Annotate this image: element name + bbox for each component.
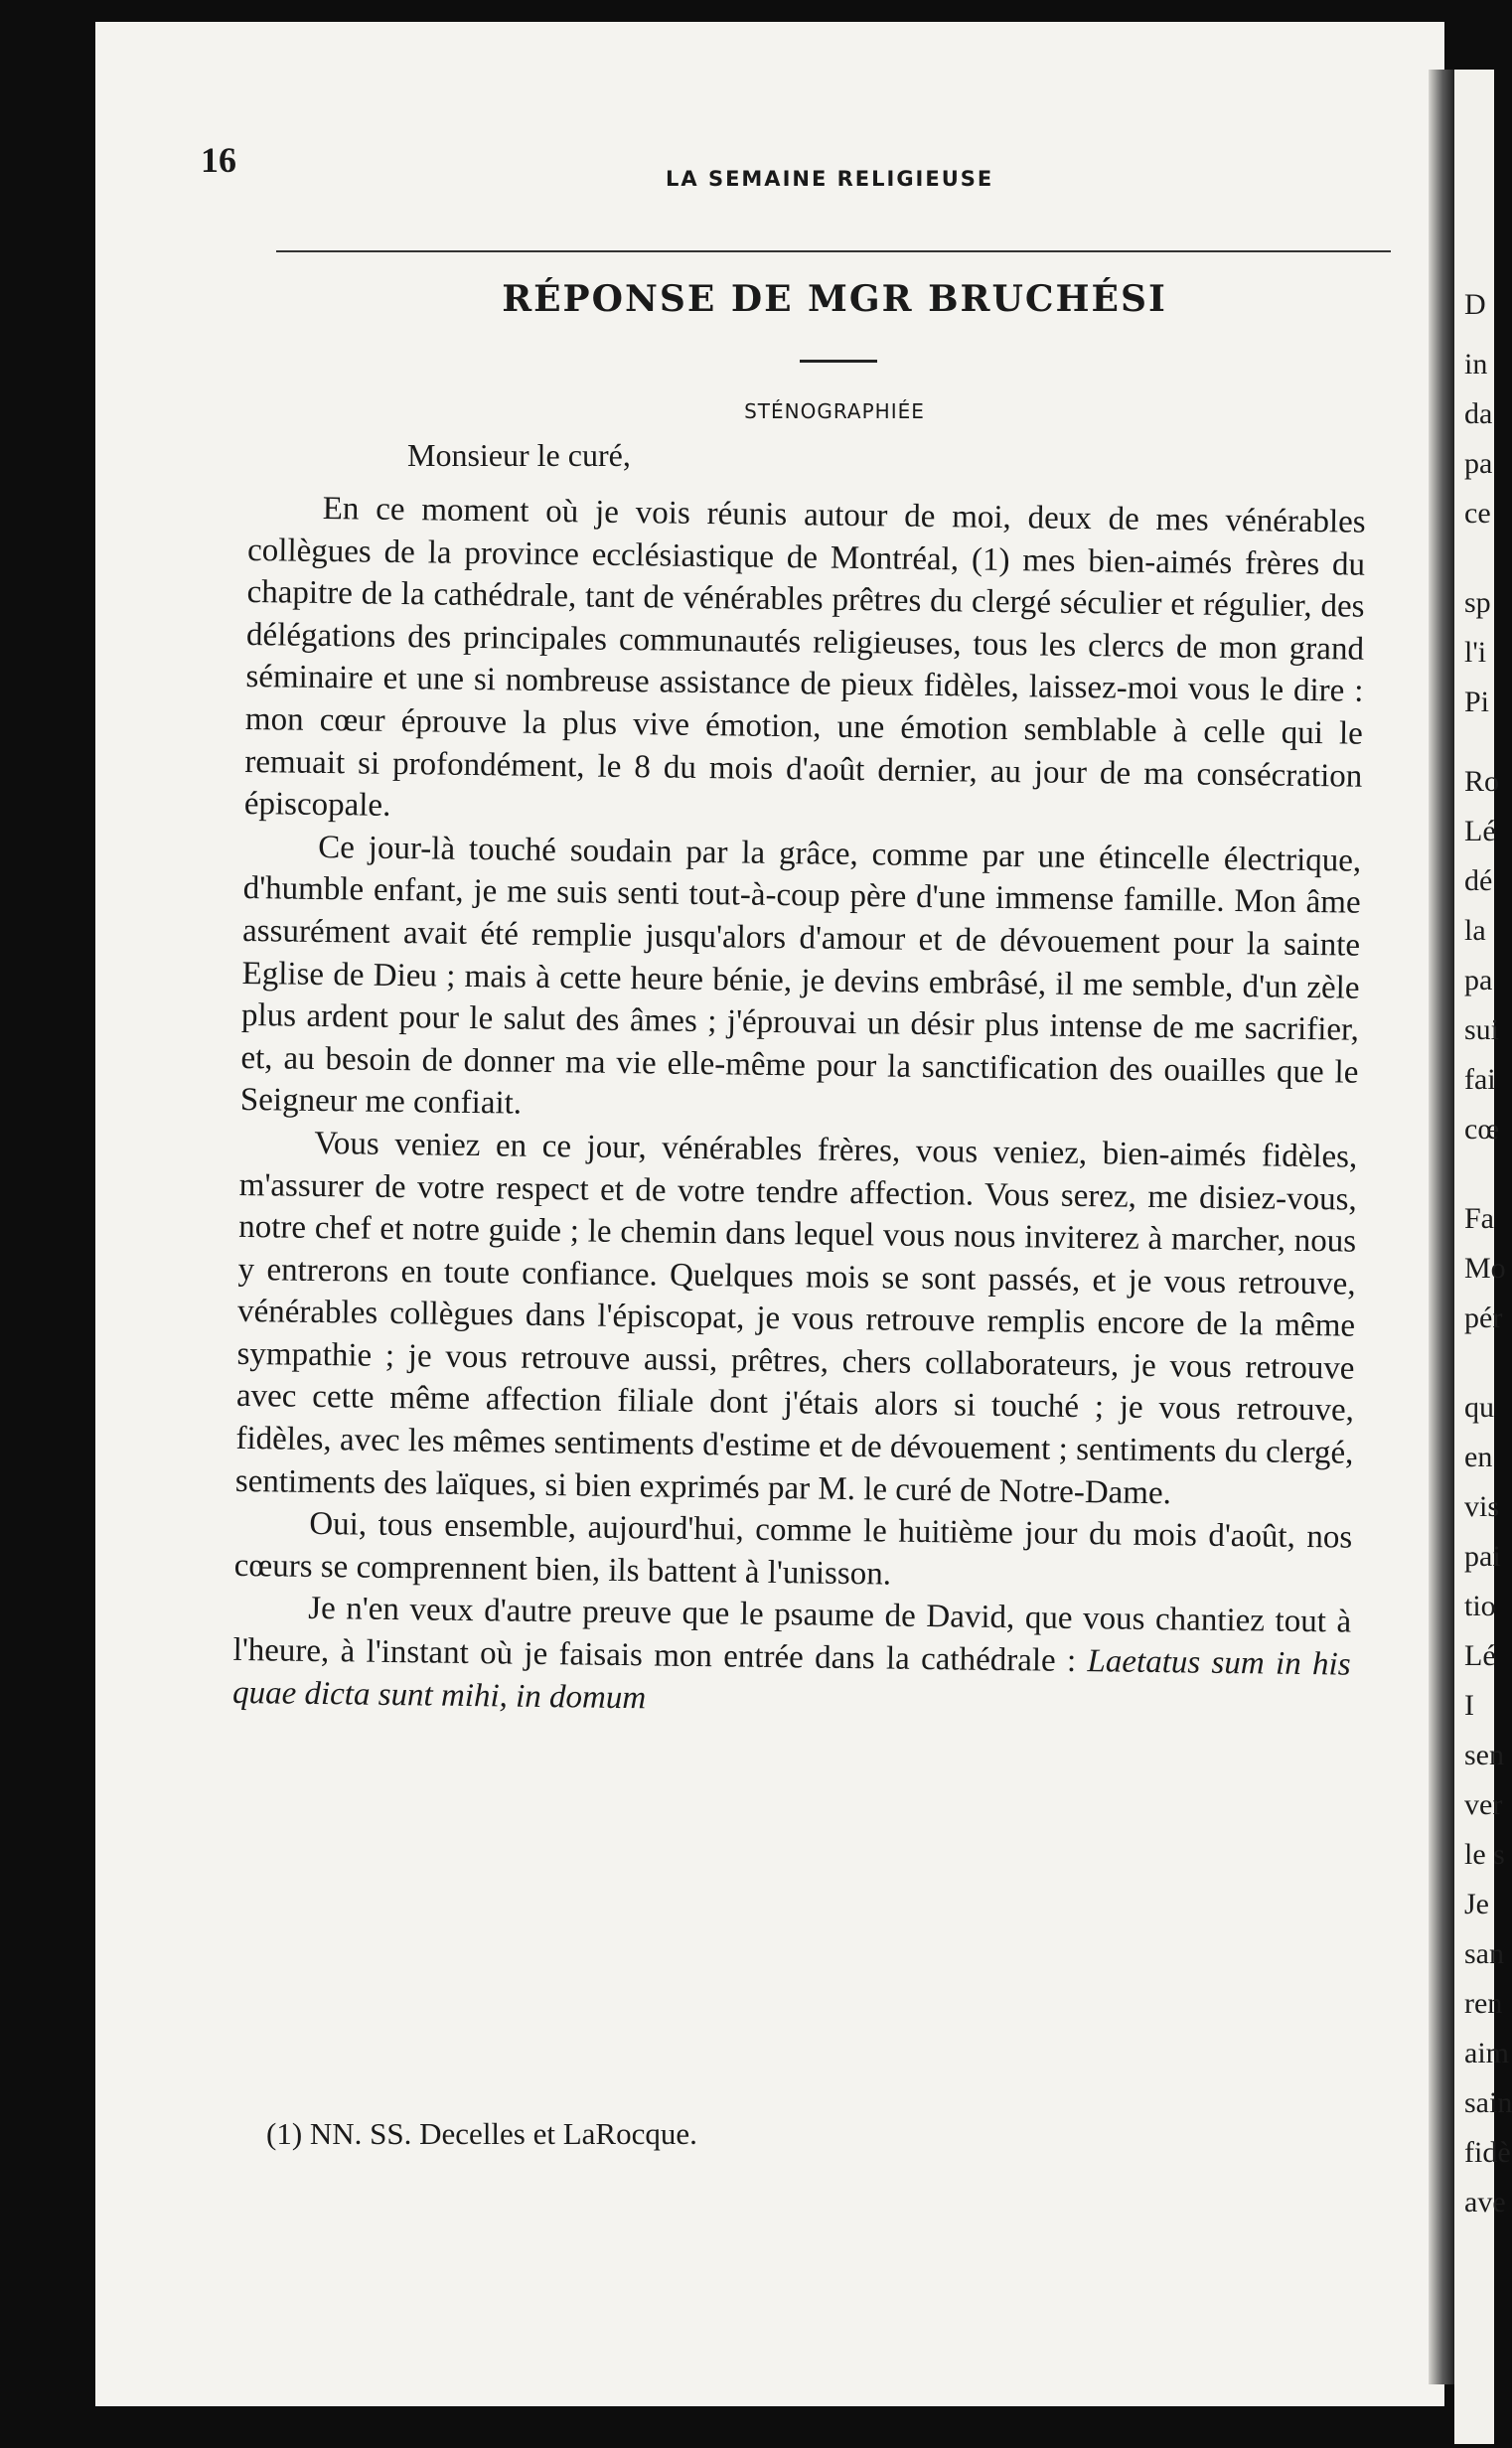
adjacent-page-fragment: da xyxy=(1464,397,1493,430)
adjacent-page-fragment: Fa xyxy=(1464,1202,1494,1235)
paragraph: Vous veniez en ce jour, vénérables frères, vous veniez, bien-aimés fidèles, m'assurer de votre respect et de votre tendre affection. Vous serez, me disiez-vous, notre chef et notre guide ; le chemin dans lequel vous nous inviterez à marcher, nous y entrerons en toute confiance. Quelques mois se sont passés, et je vous retrouve, vénérables collègues dans l'épiscopat, je vous retrouve remplis encore de la même sympathie ; je vous retrouve aussi, prêtres, chers collaborateurs, je vous retrouve avec cette même affection filiale dont j'étais alors si touché ; je vous retrouve, fidèles, avec les mêmes sentiments d'estime et de dévouement ; sentiments du clergé, sentiments des laïques, si bien exprimés par M. le curé de Notre-Dame. xyxy=(234,1125,1358,1511)
paragraph: En ce moment où je vois réunis autour de moi, deux de mes vénérables collègues de la province ecclésiastique de Montréal, (1) mes bien-aimés frères du chapitre de la cathédrale, tant de vénérables prêtres du clergé séculier et régulier, des délégations des principales communautés religieuses, tous les clercs de mon grand séminaire et une si nombreuse assistance de pieux fidèles, laissez-moi vous le dire : mon cœur éprouve la plus vive émotion, une émotion semblable à celle qui le remuait si profondément, le 8 du mois d'août dernier, au jour de ma consécration épiscopale. xyxy=(243,490,1366,825)
adjacent-page-fragment: sen xyxy=(1464,1739,1504,1771)
adjacent-page-fragment: ce xyxy=(1464,497,1491,530)
adjacent-page-fragment: fai xyxy=(1464,1063,1496,1096)
adjacent-page-fragment: Mo xyxy=(1464,1252,1506,1285)
paragraph: Oui, tous ensemble, aujourd'hui, comme le huitième jour du mois d'août, nos cœurs se comprennent bien, ils battent à l'unisson. xyxy=(233,1506,1353,1593)
page-number: 16 xyxy=(201,140,236,180)
paragraph xyxy=(232,1587,1352,1728)
paragraph-text: Je n'en veux d'autre preuve que le psaume de David, que vous chantiez tout à l'heure, à l'instant où je faisais mon entrée dans la cathédrale : xyxy=(232,1591,1352,1680)
adjacent-page-edge xyxy=(1454,70,1512,2444)
adjacent-page-fragment: Ro xyxy=(1464,765,1500,798)
footnote: (1) NN. SS. Decelles et LaRocque. xyxy=(266,2116,697,2151)
page-gutter xyxy=(1429,70,1454,2384)
adjacent-page-fragment: dé xyxy=(1464,864,1493,897)
adjacent-page-fragment: sain xyxy=(1464,2086,1512,2119)
adjacent-page-fragment: pa xyxy=(1464,447,1493,480)
adjacent-page-fragment: pai xyxy=(1464,1540,1501,1573)
adjacent-page-fragment: I xyxy=(1464,1689,1474,1722)
adjacent-page-fragment: qu xyxy=(1464,1391,1494,1424)
adjacent-page-fragment: en xyxy=(1464,1441,1493,1473)
adjacent-page-fragment: D xyxy=(1464,288,1486,321)
latin-quote: Laetatus sum in his quae dicta sunt mihi, in domum xyxy=(231,1643,1351,1716)
running-title: LA SEMAINE RELIGIEUSE xyxy=(666,167,994,191)
header-rule xyxy=(276,250,1391,252)
adjacent-page-fragment: Je xyxy=(1464,1888,1489,1920)
adjacent-page-fragment: la xyxy=(1464,914,1486,947)
article-title: RÉPONSE DE MGR BRUCHÉSI xyxy=(502,278,1167,320)
paragraph: Ce jour-là touché soudain par la grâce, comme par une étincelle électrique, d'humble enfant, je me suis senti tout-à-coup père d'une immense famille. Mon âme assurément avait été remplie jusqu'alors d'amour et de dévouement pour la sainte Eglise de Dieu ; mais à cette heure bénie, je devins embrâsé, il me semble, d'un zèle plus ardent pour le salut des âmes ; j'éprouvai un désir plus intense de me sacrifier, et, au besoin de donner ma vie elle-même pour la sanctification des ouailles que le Seigneur me confiait. xyxy=(239,829,1362,1122)
adjacent-page-fragment: le s xyxy=(1464,1838,1505,1871)
adjacent-page-fragment: ver xyxy=(1464,1788,1503,1821)
article-subtitle: STÉNOGRAPHIÉE xyxy=(744,399,925,423)
adjacent-page-fragment: sp xyxy=(1464,586,1491,619)
adjacent-page-fragment: pér xyxy=(1464,1301,1503,1334)
title-rule xyxy=(800,360,877,363)
adjacent-page-fragment: san xyxy=(1464,1937,1504,1970)
adjacent-page-fragment: cœ xyxy=(1464,1113,1499,1146)
adjacent-page-fragment: in xyxy=(1464,348,1488,381)
adjacent-page-fragment: tio xyxy=(1464,1590,1496,1622)
adjacent-page-fragment: sui xyxy=(1464,1013,1500,1046)
salutation: Monsieur le curé, xyxy=(407,437,631,473)
adjacent-page-fragment: Lé xyxy=(1464,815,1496,847)
adjacent-page-fragment: aim xyxy=(1464,2037,1509,2069)
adjacent-page-fragment: fidè xyxy=(1464,2136,1511,2169)
article-body xyxy=(232,487,1366,1729)
adjacent-page-fragment: l'i xyxy=(1464,636,1487,669)
adjacent-page-fragment: vis xyxy=(1464,1490,1500,1523)
adjacent-page-fragment: Lé xyxy=(1464,1639,1496,1672)
adjacent-page-fragment: pa xyxy=(1464,964,1493,996)
adjacent-page-fragment: ave xyxy=(1464,2186,1506,2218)
adjacent-page-fragment: ren xyxy=(1464,1987,1503,2020)
adjacent-page-fragment: Pi xyxy=(1464,686,1490,718)
